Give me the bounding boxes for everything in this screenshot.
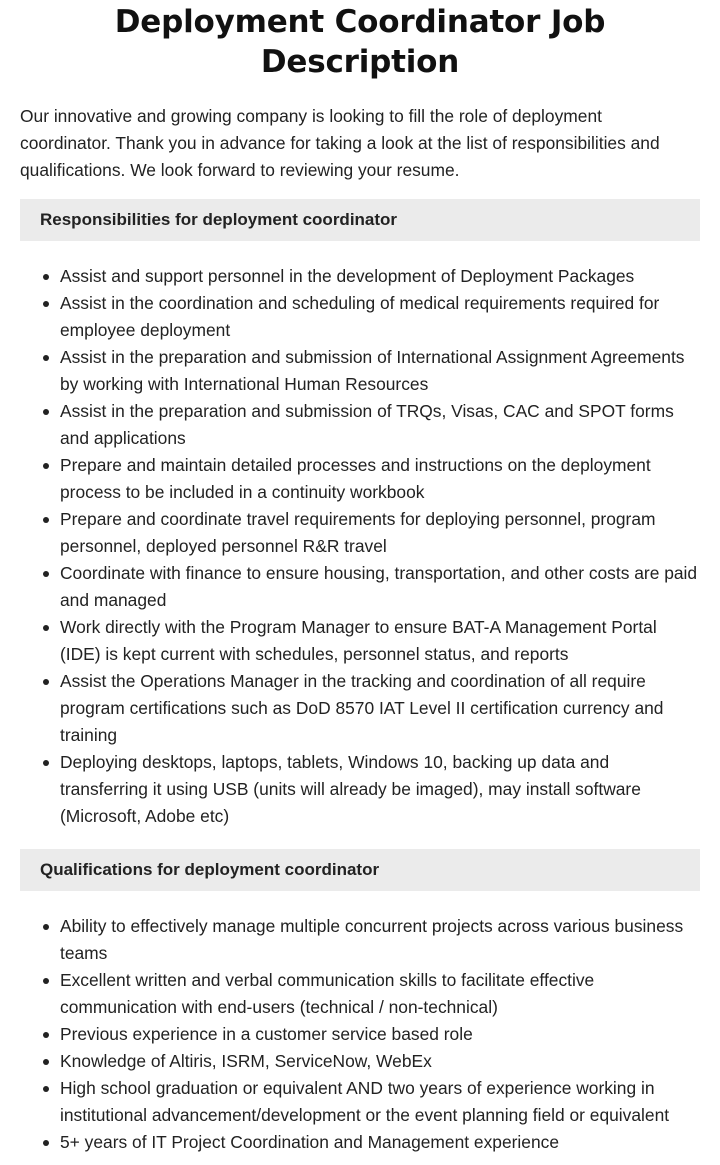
list-item [60, 1075, 700, 1129]
list-item [60, 398, 700, 452]
list-item [60, 1021, 700, 1048]
list-item [60, 668, 700, 749]
bullet-icon [43, 409, 49, 415]
list-item-text: Knowledge of Altiris, ISRM, ServiceNow, WebEx [60, 1051, 432, 1071]
page-title: Deployment Coordinator Job Description [114, 4, 606, 80]
bullet-icon [43, 1059, 49, 1065]
qualifications-list [20, 913, 700, 1156]
bullet-icon [43, 463, 49, 469]
list-item [60, 1129, 700, 1156]
intro-paragraph: Our innovative and growing company is looking to fill the role of deployment coordinator. Thank you in advance for taking a look at the list of responsibilities and qualifications. We look forward to reviewing your resume. [20, 106, 660, 180]
responsibilities-heading-text: Responsibilities for deployment coordinator [40, 210, 398, 229]
responsibilities-heading [20, 199, 700, 241]
list-item [60, 560, 700, 614]
list-item [60, 452, 700, 506]
bullet-icon [43, 978, 49, 984]
list-item-text: Deploying desktops, laptops, tablets, Windows 10, backing up data and transferring it using USB (units will already be imaged), may install software (Microsoft, Adobe etc) [60, 752, 641, 826]
list-item [60, 614, 700, 668]
bullet-icon [43, 1086, 49, 1092]
list-item-text: Prepare and maintain detailed processes and instructions on the deployment process to be included in a continuity workbook [60, 455, 651, 502]
list-item-text: Assist the Operations Manager in the tracking and coordination of all require program certifications such as DoD 8570 IAT Level II certification currency and training [60, 671, 664, 745]
list-item [60, 749, 700, 830]
bullet-icon [43, 625, 49, 631]
list-item-text: Excellent written and verbal communication skills to facilitate effective communication with end-users (technical / non-technical) [60, 970, 595, 1017]
qualifications-heading-text: Qualifications for deployment coordinator [40, 860, 380, 879]
list-item [60, 1048, 700, 1075]
bullet-icon [43, 571, 49, 577]
bullet-icon [43, 760, 49, 766]
list-item-text: 5+ years of IT Project Coordination and Management experience [60, 1132, 559, 1152]
list-item-text: Assist in the preparation and submission of TRQs, Visas, CAC and SPOT forms and applications [60, 401, 674, 448]
list-item-text: Ability to effectively manage multiple concurrent projects across various business teams [60, 916, 684, 963]
list-item-text: Work directly with the Program Manager to ensure BAT-A Management Portal (IDE) is kept current with schedules, personnel status, and reports [60, 617, 657, 664]
list-item [60, 967, 700, 1021]
list-item-text: Assist in the preparation and submission of International Assignment Agreements by working with International Human Resources [60, 347, 685, 394]
list-item-text: Coordinate with finance to ensure housing, transportation, and other costs are paid and managed [60, 563, 698, 610]
list-item-text: Previous experience in a customer service based role [60, 1024, 473, 1044]
bullet-icon [43, 301, 49, 307]
list-item [60, 344, 700, 398]
bullet-icon [43, 355, 49, 361]
bullet-icon [43, 517, 49, 523]
list-item [60, 506, 700, 560]
list-item-text: Prepare and coordinate travel requirements for deploying personnel, program personnel, deployed personnel R&R travel [60, 509, 656, 556]
list-item [60, 913, 700, 967]
responsibilities-list [20, 263, 700, 830]
bullet-icon [43, 1032, 49, 1038]
bullet-icon [43, 274, 49, 280]
bullet-icon [43, 679, 49, 685]
list-item-text: Assist in the coordination and scheduling of medical requirements required for employee deployment [60, 293, 660, 340]
list-item [60, 290, 700, 344]
list-item-text: Assist and support personnel in the development of Deployment Packages [60, 266, 635, 286]
list-item [60, 263, 700, 290]
bullet-icon [43, 924, 49, 930]
list-item-text: High school graduation or equivalent AND two years of experience working in institutional advancement/development or the event planning field or equivalent [60, 1078, 670, 1125]
qualifications-heading [20, 849, 700, 891]
bullet-icon [43, 1140, 49, 1146]
